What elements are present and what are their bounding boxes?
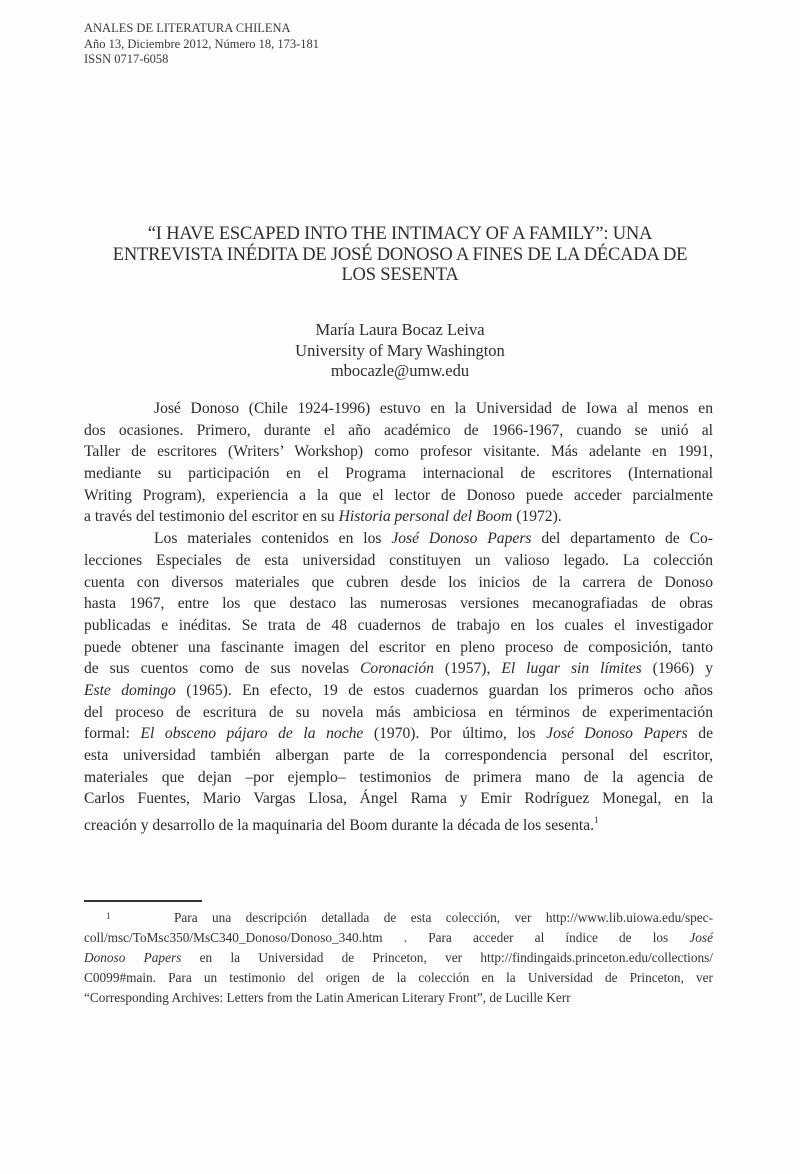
footnote-reference: 1 <box>594 815 599 826</box>
footnote <box>84 908 713 1008</box>
text-span: del proceso de escritura de su novela más ambiciosa en términos de experimentación <box>84 703 713 721</box>
issn: ISSN 0717-6058 <box>84 52 169 66</box>
text-line <box>84 810 713 835</box>
text-span: C0099#main. Para un testimonio del origen de la colección en la Universidad de Princeton, ver <box>84 970 713 985</box>
text-span: a través del testimonio del escritor en su <box>84 508 339 526</box>
text-span: (1966) y <box>641 660 714 678</box>
text-span: esta universidad también albergan parte de la correspondencia personal del escritor, <box>84 747 713 764</box>
text-span: creación y desarrollo de la maquinaria del Boom durante la década de los sesenta. <box>84 817 595 835</box>
text-span: de <box>687 725 713 743</box>
italic-title: José <box>689 930 713 945</box>
title-line: LOS SESENTA <box>341 265 459 285</box>
footnote-text <box>84 908 713 1008</box>
title-line: ENTREVISTA INÉDITA DE JOSÉ DONOSO A FINES DE LA DÉCADA DE <box>112 244 688 265</box>
author-name: María Laura Bocaz Leiva <box>315 320 485 339</box>
issue-info: Año 13, Diciembre 2012, Número 18, 173-181 <box>84 36 320 51</box>
text-line <box>84 723 713 745</box>
text-span: (1957), <box>433 660 502 678</box>
text-span: Los materiales contenidos en los <box>154 530 392 548</box>
journal-header <box>84 21 319 68</box>
text-span: formal: <box>84 725 141 743</box>
text-span: coll/msc/ToMsc350/MsC340_Donoso/Donoso_340.htm . Para acceder al índice de los <box>84 930 690 945</box>
italic-title: Coronación <box>360 660 434 678</box>
author-email: mbocazle@umw.edu <box>330 361 470 380</box>
article-title <box>80 224 720 286</box>
italic-title: El obsceno pájaro de la noche <box>140 725 364 743</box>
italic-title: José Donoso Papers <box>391 530 532 548</box>
text-span: (1970). Por último, los <box>363 725 547 743</box>
text-span: Writing Program), experiencia a la que el lector de Donoso puede acceder parcialmente <box>84 486 713 504</box>
text-span: Taller de escritores (Writers’ Workshop) como profesor visitante. Más adelante en 1991, <box>84 443 713 461</box>
paragraph <box>84 398 713 528</box>
text-span: puede obtener una fascinante imagen del escritor en pleno proceso de composición, tanto <box>84 638 713 656</box>
text-span: de sus cuentos como de sus novelas <box>84 660 360 678</box>
text-span: materiales que dejan –por ejemplo– testimonios de primera mano de la agencia de <box>84 768 713 786</box>
text-line <box>84 398 713 420</box>
text-line <box>84 968 713 988</box>
italic-title: Donoso Papers <box>84 950 182 965</box>
text-line <box>84 420 713 442</box>
text-span: “Corresponding Archives: Letters from the Latin American Literary Front”, de Lucille Kerr <box>84 990 571 1005</box>
text-line <box>84 702 713 724</box>
journal-name: ANALES DE LITERATURA CHILENA <box>84 21 291 35</box>
text-span: Carlos Fuentes, Mario Vargas Llosa, Ángel Rama y Emir Rodríguez Monegal, en la <box>84 790 713 808</box>
italic-title: El lugar sin límites <box>501 660 642 678</box>
text-span: cuenta con diversos materiales que cubren desde los inicios de la carrera de Donoso <box>84 573 713 591</box>
text-span: lecciones Especiales de esta universidad constituyen un valioso legado. La colección <box>84 551 713 569</box>
text-span: en la Universidad de Princeton, ver http://findingaids.princeton.edu/collections/ <box>181 950 713 965</box>
text-line <box>84 485 713 507</box>
text-span: dos ocasiones. Primero, durante el año académico de 1966-1967, cuando se unió al <box>84 421 713 439</box>
text-span: (1972). <box>512 508 562 526</box>
paragraph <box>84 528 714 835</box>
text-span: hasta 1967, entre los que destaco las numerosas versiones mecanografiadas de obras <box>84 595 713 613</box>
text-line <box>84 680 713 702</box>
text-span: (1965). En efecto, 19 de estos cuadernos guardan los primeros ocho años <box>175 681 713 699</box>
italic-title: Este domingo <box>84 681 176 699</box>
text-line <box>84 988 713 1008</box>
author-affiliation: University of Mary Washington <box>295 340 505 360</box>
text-line <box>84 572 713 594</box>
text-line <box>84 788 713 810</box>
text-span: José Donoso (Chile 1924-1996) estuvo en la Universidad de Iowa al menos en <box>154 400 713 417</box>
text-line <box>84 767 713 789</box>
italic-title: Historia personal del Boom <box>338 508 513 526</box>
text-line <box>84 615 713 637</box>
text-line <box>84 637 713 659</box>
text-line <box>84 928 713 948</box>
text-line <box>84 745 713 767</box>
text-line <box>84 908 713 928</box>
title-line: “I HAVE ESCAPED INTO THE INTIMACY OF A FAMILY”: UNA <box>147 224 653 244</box>
article-body <box>84 398 714 835</box>
author-block <box>200 320 600 382</box>
text-line <box>84 550 713 572</box>
text-line <box>84 593 713 615</box>
text-span: del departamento de Co- <box>531 530 713 548</box>
footnote-number: 1 <box>106 911 111 921</box>
text-line <box>84 528 713 550</box>
text-line <box>84 506 713 528</box>
italic-title: José Donoso Papers <box>546 725 688 743</box>
text-line <box>84 658 713 680</box>
footnote-separator <box>84 900 202 902</box>
text-line <box>84 948 713 968</box>
text-span: Para una descripción detallada de esta colección, ver http://www.lib.uiowa.edu/spec- <box>174 910 713 925</box>
text-line <box>84 441 713 463</box>
text-line <box>84 463 713 485</box>
text-span: publicadas e inéditas. Se trata de 48 cuadernos de trabajo en los cuales el investigador <box>84 616 713 634</box>
text-span: mediante su participación en el Programa internacional de escritores (International <box>84 465 713 483</box>
